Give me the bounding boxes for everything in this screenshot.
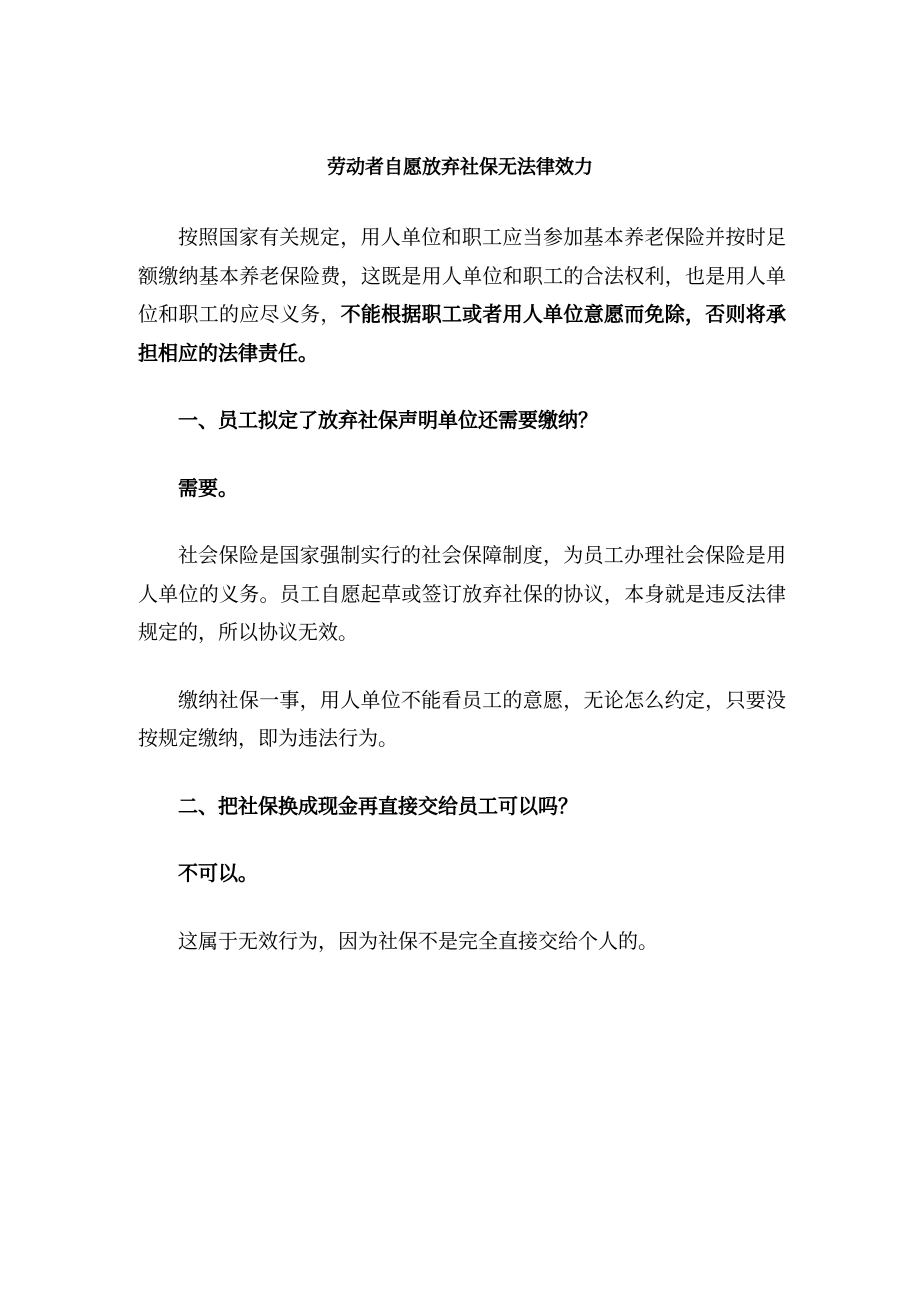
section2-paragraph-1: 这属于无效行为，因为社保不是完全直接交给个人的。	[178, 928, 658, 953]
intro-bold-text: 不能根据职工或者用人单位意愿而免除，否则将承担相应的法律责任。	[138, 302, 787, 365]
intro-paragraph	[138, 218, 786, 372]
section2-answer: 不可以。	[178, 861, 258, 885]
section2-heading: 二、把社保换成现金再直接交给员工可以吗？	[178, 793, 578, 818]
intro-text: 按照国家有关规定，用人单位和职工应当参加基本养老保险并按时足额缴纳基本养老保险费，这既是用人单位和职工的合法权利，也是用人单位和职工的应尽义务，	[138, 225, 786, 326]
document-title: 劳动者自愿放弃社保无法律效力	[326, 156, 593, 178]
document-body	[138, 218, 786, 960]
section1-answer: 需要。	[178, 475, 238, 500]
section1-paragraph-2: 缴纳社保一事，用人单位不能看员工的意愿，无论怎么约定，只要没按规定缴纳，即为违法行为。	[138, 687, 786, 750]
section1-paragraph-1: 社会保险是国家强制实行的社会保障制度，为员工办理社会保险是用人单位的义务。员工自愿起草或签订放弃社保的协议，本身就是违反法律规定的，所以协议无效。	[138, 543, 786, 644]
section1-heading: 一、员工拟定了放弃社保声明单位还需要缴纳？	[178, 408, 598, 432]
